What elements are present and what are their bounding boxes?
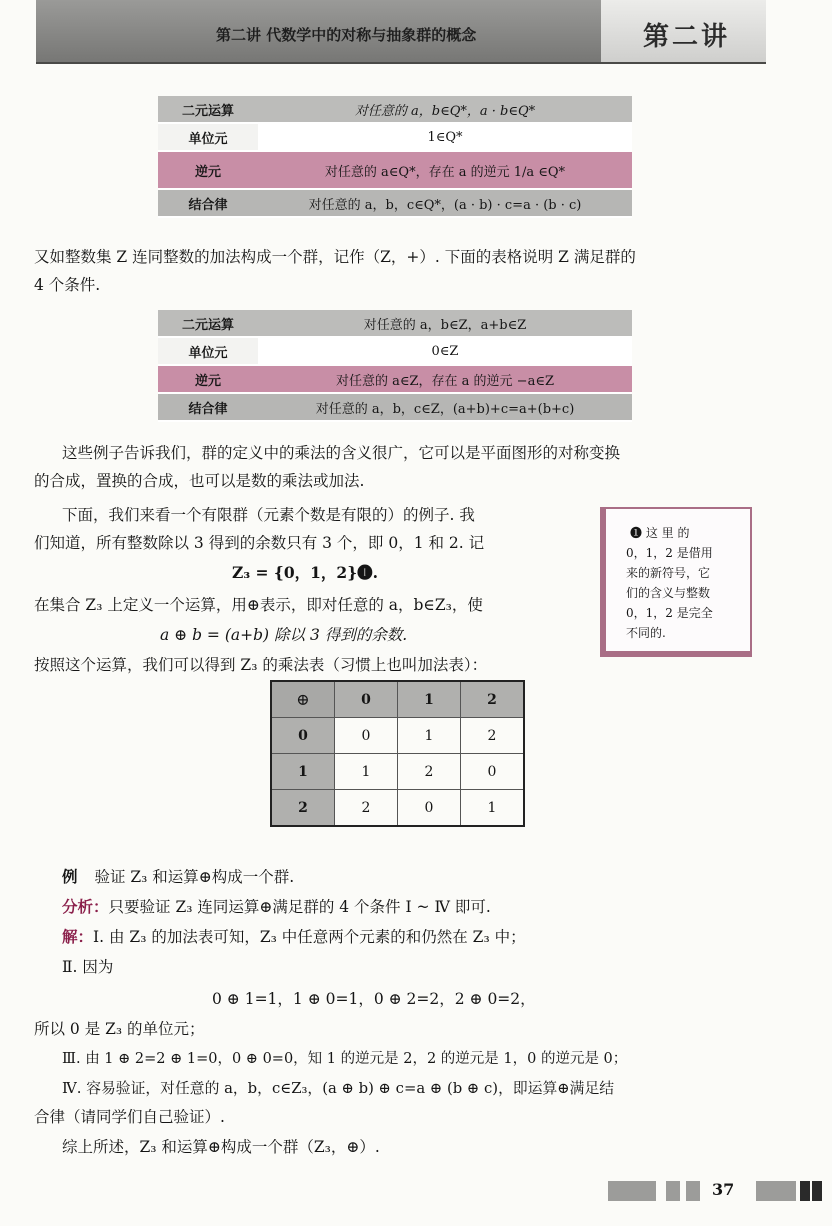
footer-bar [686,1181,700,1201]
table-cell-key: 逆元 [158,151,258,189]
table-cell: 0 [335,718,398,754]
paragraph-line: 4 个条件. [34,276,101,294]
group-table-q [158,96,632,218]
table-cell: 2 [461,718,525,754]
table-cell-value: 对任意的 a，b，c∈Z，(a+b)+c=a+(b+c) [258,393,632,421]
page-header [36,0,766,64]
table-cell-key: 二元运算 [158,96,258,123]
footer-bar [756,1181,796,1201]
table-cell-header: 1 [271,754,335,790]
analysis-text: 只要验证 Z₃ 连同运算⊕满足群的 4 个条件 Ⅰ ~ Ⅳ 即可. [108,898,491,916]
table-row [158,365,632,393]
example-line [62,864,294,890]
side-note-line: 0，1，2 是借用 [626,546,713,560]
solution-step-1: Ⅰ. 由 Z₃ 的加法表可知，Z₃ 中任意两个元素的和仍然在 Z₃ 中； [93,928,526,946]
side-note-line: 不同的. [626,626,666,640]
table-cell: 0 [461,754,525,790]
paragraph-line: 的合成，置换的合成，也可以是数的乘法或加法. [34,472,365,490]
table-cell: 1 [461,790,525,827]
table-cell-operator: ⊕ [271,681,335,718]
table-cell-value: 对任意的 a，b∈Z，a+b∈Z [258,310,632,337]
paragraph-line: 按照这个运算，我们可以得到 Z₃ 的乘法表（习惯上也叫加法表）： [34,656,488,674]
side-note-line: 们的含义与整数 [626,586,711,600]
table-cell-value: 对任意的 a∈Q*，存在 a 的逆元 1/a ∈Q* [258,151,632,189]
table-cell-value: 1∈Q* [258,123,632,151]
analysis-line [62,894,491,920]
table-cell: 1 [398,718,461,754]
table-row [158,337,632,365]
chapter-badge [601,0,766,62]
paragraph-line: 在集合 Z₃ 上定义一个运算，用⊕表示，即对任意的 a，b∈Z₃，使 [34,596,483,614]
page-number: 37 [712,1180,735,1199]
footer-bar [800,1181,810,1201]
example-text: 验证 Z₃ 和运算⊕构成一个群. [94,868,295,886]
table-cell: 2 [335,790,398,827]
table-cell-key: 单位元 [158,123,258,151]
solution-step-4: Ⅳ. 容易验证，对任意的 a，b，c∈Z₃，(a ⊕ b) ⊕ c=a ⊕ (b ⊕ c)，即运算⊕满足结 [62,1080,615,1097]
table-cell: 0 [398,790,461,827]
table-row [271,754,524,790]
table-cell-value: 对任意的 a，b∈Q*，a · b∈Q* [258,96,632,123]
side-note-line: 0，1，2 是完全 [626,606,713,620]
addition-table-z3 [270,680,525,827]
formula-operation: a ⊕ b = (a+b) 除以 3 得到的余数. [160,626,408,644]
table-cell-key: 逆元 [158,365,258,393]
footer-bar [666,1181,680,1201]
table-cell-value: 对任意的 a，b，c∈Q*，(a · b) · c=a · (b · c) [258,189,632,217]
analysis-label: 分析： [62,897,109,916]
table-cell-header: 2 [271,790,335,827]
paragraph-line: 下面，我们来看一个有限群（元素个数是有限的）的例子. 我 [62,506,475,524]
paragraph-line: 又如整数集 Z 连同整数的加法构成一个群，记作（Z，+）. 下面的表格说明 Z 满足群的 [34,248,636,266]
table-row [158,310,632,337]
table-row [271,718,524,754]
solution-step-3: Ⅲ. 由 1 ⊕ 2=2 ⊕ 1=0，0 ⊕ 0=0，知 1 的逆元是 2，2 的逆元是 1，0 的逆元是 0； [62,1051,628,1067]
chapter-badge-text: 第二讲 [643,22,731,52]
table-cell-value: 0∈Z [258,337,632,365]
table-cell-key: 结合律 [158,393,258,421]
table-cell-key: 二元运算 [158,310,258,337]
solution-label: 解： [62,927,94,946]
table-cell: 1 [335,754,398,790]
paragraph-line: 这些例子告诉我们，群的定义中的乘法的含义很广，它可以是平面图形的对称变换 [62,444,621,462]
table-cell-header: 2 [461,681,525,718]
solution-line [62,924,526,950]
group-table-z [158,310,632,422]
solution-step-2-formula: 0 ⊕ 1=1，1 ⊕ 0=1，0 ⊕ 2=2，2 ⊕ 0=2， [212,990,536,1008]
solution-step-4-cont: 合律（请同学们自己验证）. [34,1108,225,1126]
footer-bar [812,1181,822,1201]
side-note [600,507,752,657]
table-row [271,681,524,718]
table-row [271,790,524,827]
table-row [158,123,632,151]
formula-z3: Z₃ = {0，1，2}❶. [232,563,379,582]
table-cell: 2 [398,754,461,790]
solution-step-2: Ⅱ. 因为 [62,958,114,976]
table-row [158,151,632,189]
table-cell-header: 0 [271,718,335,754]
solution-step-2-end: 所以 0 是 Z₃ 的单位元； [34,1020,205,1038]
example-label: 例 [62,867,78,886]
side-note-line: ❶ 这 里 的 [630,526,690,540]
table-cell-key: 单位元 [158,337,258,365]
solution-conclusion: 综上所述，Z₃ 和运算⊕构成一个群（Z₃，⊕）. [62,1138,380,1156]
side-note-line: 来的新符号，它 [626,566,711,580]
table-cell-header: 0 [335,681,398,718]
paragraph-line: 们知道，所有整数除以 3 得到的余数只有 3 个，即 0，1 和 2. 记 [34,534,485,552]
table-cell-key: 结合律 [158,189,258,217]
table-cell-header: 1 [398,681,461,718]
table-row [158,393,632,421]
table-row [158,189,632,217]
chapter-title: 第二讲 代数学中的对称与抽象群的概念 [216,26,477,44]
table-cell-value: 对任意的 a∈Z，存在 a 的逆元 −a∈Z [258,365,632,393]
footer-bar [608,1181,656,1201]
table-row [158,96,632,123]
